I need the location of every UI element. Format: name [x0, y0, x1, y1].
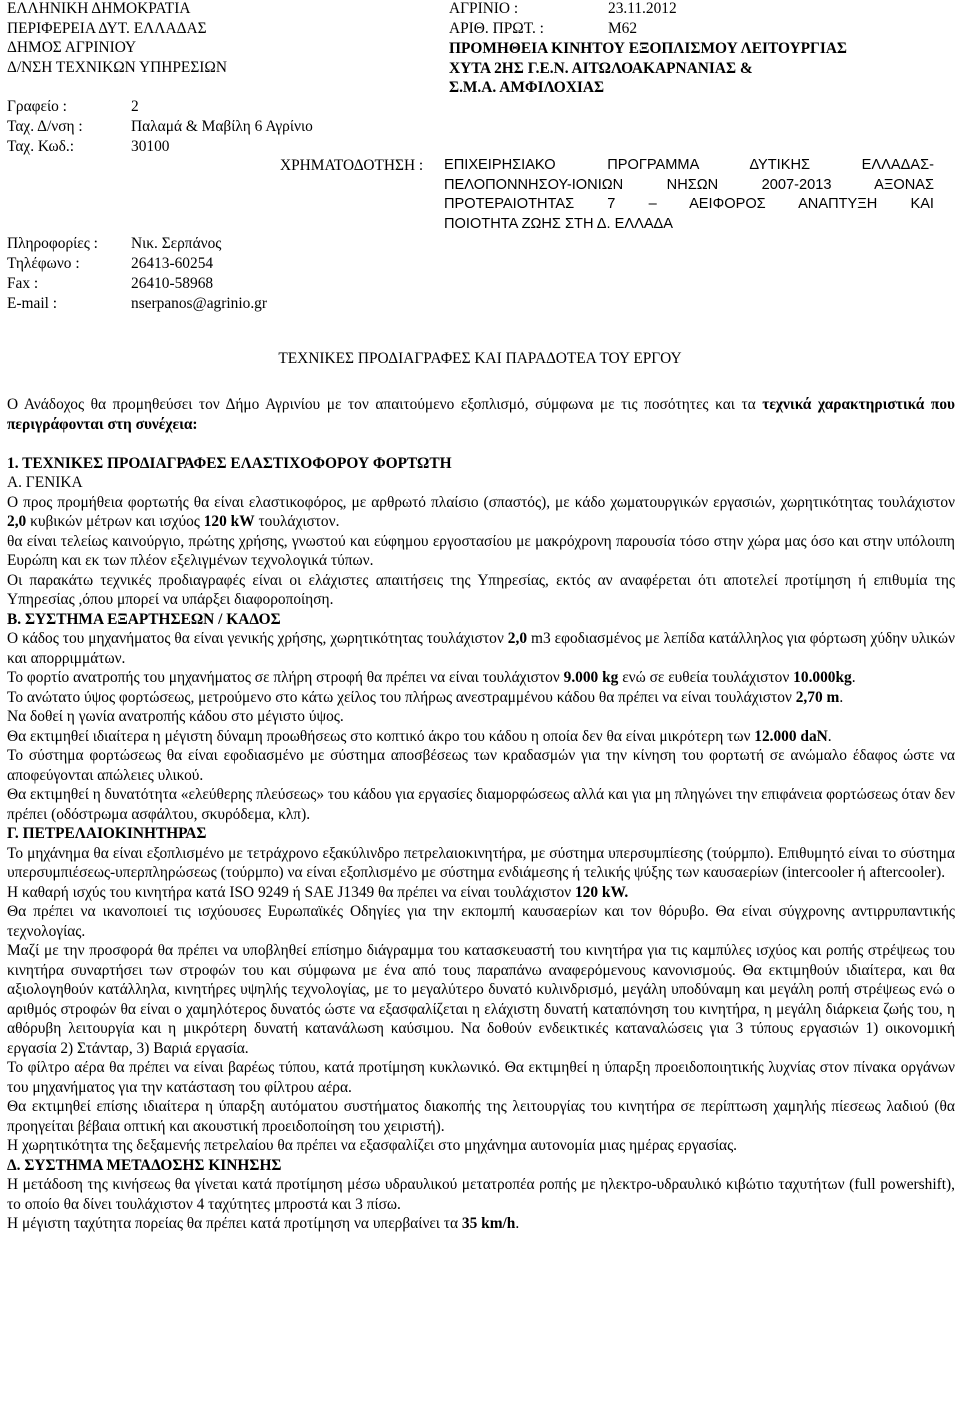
- subsection-c-title: Γ. ΠΕΤΡΕΛΑΙΟΚΙΝΗΤΗΡΑΣ: [7, 825, 207, 842]
- place-label: ΑΓΡΙΝΙΟ :: [449, 0, 519, 17]
- b-p1-text: Ο κάδος του μηχανήματος θα είναι γενικής χρήσης, χωρητικότητας τουλάχιστον: [7, 630, 508, 647]
- info-value: Νικ. Σερπάνος: [131, 235, 222, 252]
- b-p5-text-end: .: [827, 727, 832, 745]
- b-p3-text-end: .: [839, 688, 844, 706]
- date-value: 23.11.2012: [608, 0, 677, 17]
- intro-text: Ο Ανάδοχος θα προμηθεύσει τον Δήμο Αγρινίου με τον απαιτούμενο εξοπλισμό, σύμφωνα με τις ποσότητες και τα: [7, 396, 763, 413]
- address-value: Παλαμά & Μαβίλη 6 Αγρίνιο: [131, 118, 313, 135]
- d-paragraph-2: [7, 1214, 955, 1234]
- subject-block: [449, 39, 847, 98]
- a-p1-text: Ο προς προμήθεια φορτωτής θα είναι ελαστικοφόρος, με αρθρωτό πλαίσιο (σπαστός), με κάδο χωματουργικών εργασιών, χωρητικότητας τουλάχιστον: [7, 493, 955, 511]
- funding-line1: ΕΠΙΧΕΙΡΗΣΙΑΚΟ ΠΡΟΓΡΑΜΜΑ ΔΥΤΙΚΗΣ ΕΛΛΑΔΑΣ-: [444, 157, 934, 173]
- funding-line2: ΠΕΛΟΠΟΝΝΗΣΟΥ-ΙΟΝΙΩΝ ΝΗΣΩΝ 2007-2013 ΑΞΟΝΑΣ: [444, 176, 934, 193]
- funding-line3: ΠΡΟΤΕΡΑΙΟΤΗΤΑΣ 7 – ΑΕΙΦΟΡΟΣ ΑΝΑΠΤΥΞΗ ΚΑΙ: [444, 196, 934, 212]
- c-paragraph-2: [7, 883, 955, 903]
- b-p2-text-mid: ενώ σε ευθεία τουλάχιστον: [618, 669, 794, 686]
- b-p2-straight-load: 10.000kg: [793, 669, 852, 686]
- subsection-d-title: Δ. ΣΥΣΤΗΜΑ ΜΕΤΑΔΟΣΗΣ ΚΙΝΗΣΗΣ: [7, 1156, 282, 1174]
- d-p2-text: Η μέγιστη ταχύτητα πορείας θα πρέπει κατά προτίμηση να υπερβαίνει τα: [7, 1215, 462, 1232]
- b-p5-force: 12.000 daN: [754, 727, 828, 745]
- c-p2-text: Η καθαρή ισχύς του κινητήρα κατά ISO 9249 ή SAE J1349 θα πρέπει να είναι τουλάχιστον: [7, 883, 575, 901]
- subsection-b-title: Β. ΣΥΣΤΗΜΑ ΕΞΑΡΤΗΣΕΩΝ / ΚΑΔΟΣ: [7, 610, 281, 628]
- b-paragraph-6: Το σύστημα φορτώσεως θα είναι εφοδιασμένο με σύστημα αποσβέσεως των κραδασμών για την κίνηση του φορτωτή σε ανώμαλο έδαφος ώστε να αποφεύγονται απώλειες υλικού.: [7, 747, 955, 784]
- fax-value: 26410-58968: [131, 275, 214, 292]
- b-p3-text: Το ανώτατο ύψος φορτώσεως, μετρούμενο στο κάτω χείλος του πλήρως ανεστραμμένου κάδου θα πρέπει να είναι τουλάχιστον: [7, 688, 796, 706]
- b-paragraph-2: [7, 668, 955, 688]
- header-left: [7, 0, 227, 77]
- protocol-label: ΑΡΙΘ. ΠΡΩΤ. :: [449, 20, 544, 37]
- issuer-line4: Δ/ΝΣΗ ΤΕΧΝΙΚΩΝ ΥΠΗΡΕΣΙΩΝ: [7, 58, 227, 76]
- phone-label: Τηλέφωνο :: [7, 255, 80, 272]
- funding-line4: ΠΟΙΟΤΗΤΑ ΖΩΗΣ ΣΤΗ Δ. ΕΛΛΑΔΑ: [444, 215, 674, 232]
- c-paragraph-6: Θα εκτιμηθεί επίσης ιδιαίτερα η ύπαρξη αυτόματου συστήματος διακοπής της λειτουργίας του κινητήρα σε περίπτωση χαμηλής πίεσεως λαδιού (θα προηγείται βέβαια οπτική και ακουστική προειδοποίηση του χειριστή).: [7, 1098, 955, 1135]
- email-row: [7, 294, 267, 314]
- info-row: [7, 234, 221, 254]
- a-p1-capacity: 2,0: [7, 513, 27, 530]
- date-row: [449, 0, 677, 19]
- b-p1-text-end: m3 εφοδιασμένος με λεπίδα κατάλληλος για φόρτωση χύδην υλικών και απορριμμάτων.: [7, 630, 955, 667]
- b-paragraph-1: [7, 629, 955, 668]
- b-paragraph-5: [7, 727, 955, 747]
- b-p5-text: Θα εκτιμηθεί ιδιαίτερα η μέγιστη δύναμη προωθήσεως στο κοπτικό άκρο του κάδου η οποία δεν θα είναι μικρότερη των: [7, 727, 755, 745]
- office-label: Γραφείο :: [7, 98, 67, 115]
- issuer-line1: ΕΛΛΗΝΙΚΗ ΔΗΜΟΚΡΑΤΙΑ: [7, 0, 191, 17]
- fax-label: Fax :: [7, 275, 39, 292]
- email-label: E-mail :: [7, 295, 58, 312]
- zip-value: 30100: [131, 138, 170, 155]
- c-paragraph-1: Το μηχάνημα θα είναι εξοπλισμένο με τετράχρονο εξακύλινδρο πετρελαιοκινητήρα, με σύστημα υπερσυμπίεσης (τούρμπο). Επιθυμητό είναι το σύστημα υπερσυμπιέσεως-υπερπληρώσεως (τούρμπο) να είναι εξοπλισμένο με σύστημα ενδιάμεσης ή τελικής ψύξης των καυσαερίων (intercooler ή aftercooler).: [7, 844, 955, 881]
- funding-block: [444, 156, 934, 234]
- email-value[interactable]: nserpanos@agrinio.gr: [131, 295, 267, 312]
- address-row: [7, 117, 313, 137]
- protocol-row: [449, 19, 637, 39]
- a-p1-text-mid: κυβικών μέτρων και ισχύος: [26, 513, 204, 530]
- protocol-value: Μ62: [608, 20, 638, 37]
- document-body: [7, 395, 955, 1234]
- c-paragraph-7: Η χωρητικότητα της δεξαμενής πετρελαίου θα πρέπει να εξασφαλίζει στο μηχάνημα αυτονομία μιας ημέρας εργασίας.: [7, 1137, 738, 1154]
- a-p1-power: 120 kW: [203, 513, 255, 530]
- subsection-a-title: Α. ΓΕΝΙΚΑ: [7, 474, 83, 491]
- zip-row: [7, 137, 169, 157]
- office-value: 2: [131, 98, 139, 115]
- a-paragraph-2: θα είναι τελείως καινούργιο, πρώτης χρήσης, γνωστού και εύφημου εργοστασίου με μακρόχρονη παρουσία τόσο στην χώρα μας όσο και στην υπόλοιπη Ευρώπη και εκ των πλέον εξελιγμένων τεχνολογικά τύπων.: [7, 532, 955, 569]
- a-p1-text-end: τουλάχιστον.: [254, 513, 340, 530]
- c-paragraph-4: Μαζί με την προσφορά θα πρέπει να υποβληθεί επίσημο διάγραμμα του κατασκευαστή του κινητήρα για τις καμπύλες ισχύος και ροπής στρέψεως του κινητήρα συναρτήσει των στροφών του και σύμφωνα με ένα από τους παραπάνω αναφερόμενους κανονισμούς. Θα εκτιμηθούν ιδιαίτερα, και θα αξιολογηθούν κατάλληλα, κινητήρες υψηλής τεχνολογίας, με το μεγαλύτερο δυνατό κυλινδρισμό, μεγάλη υποδύναμη και μεγάλη ροπή στρέψεως ενώ ο αριθμός στροφών θα είναι ο χαμηλότερος δυνατός ώστε να εξασφαλίζεται η ελάχιστη δυνατή καταπόνηση του κινητήρα, η μεγάλη διάρκεια ζωής του, η αθόρυβη λειτουργία και η μικρότερη δυνατή κατανάλωση καύσιμου. Να δοθούν ενδεικτικές καταναλώσεις για 3 τύπους εργασιών 1) οικονομική εργασία 2) Στάνταρ, 3) Βαριά εργασία.: [7, 942, 955, 1057]
- issuer-line3: ΔΗΜΟΣ ΑΓΡΙΝΙΟΥ: [7, 39, 137, 56]
- fax-row: [7, 274, 213, 294]
- issuer-line2: ΠΕΡΙΦΕΡΕΙΑ ΔΥΤ. ΕΛΛΑΔΑΣ: [7, 19, 207, 37]
- zip-label: Ταχ. Κωδ.:: [7, 138, 74, 155]
- b-paragraph-3: [7, 688, 955, 708]
- phone-row: [7, 254, 213, 274]
- b-paragraph-4: Να δοθεί η γωνία ανατροπής κάδου στο μέγιστο ύψος.: [7, 708, 344, 725]
- d-p2-speed: 35 km/h: [461, 1215, 516, 1232]
- funding-label: ΧΡΗΜΑΤΟΔΟΤΗΣΗ :: [280, 157, 424, 174]
- a-paragraph-3: Οι παρακάτω τεχνικές προδιαγραφές είναι οι ελάχιστες απαιτήσεις της Υπηρεσίας, εκτός αν αναφέρεται ότι αποτελεί προτίμηση ή επιθυμία της Υπηρεσίας ,όπου μπορεί να υπάρξει διαφοροποίηση.: [7, 571, 955, 608]
- c-paragraph-5: Το φίλτρο αέρα θα πρέπει να είναι βαρέως τύπου, κατά προτίμηση κυκλωνικό. Θα εκτιμηθεί η ύπαρξη προειδοποιητικής λυχνίας στον πίνακα οργάνων του μηχανήματος για την κατάσταση του φίλτρου αέρα.: [7, 1059, 955, 1096]
- subject-line1: ΠΡΟΜΗΘΕΙΑ ΚΙΝΗΤΟΥ ΕΞΟΠΛΙΣΜΟΥ ΛΕΙΤΟΥΡΓΙΑΣ: [449, 40, 847, 57]
- info-label: Πληροφορίες :: [7, 235, 98, 252]
- d-paragraph-1: Η μετάδοση της κινήσεως θα γίνεται κατά προτίμηση μέσω υδραυλικού μετατροπέα ροπής με ηλεκτρο-υδραυλικό κιβώτιο ταχυτήτων (full powershift), το οποίο θα δίνει τουλάχιστον 4 ταχύτητες μπροστά και 3 πίσω.: [7, 1176, 955, 1213]
- intro-text-bold: τεχνικά χαρακτηριστικά που περιγράφονται στη συνέχεια:: [7, 396, 955, 433]
- section-1-title: 1. ΤΕΧΝΙΚΕΣ ΠΡΟΔΙΑΓΡΑΦΕΣ ΕΛΑΣΤΙΧΟΦΟΡΟΥ ΦΟΡΤΩΤΗ: [7, 454, 452, 472]
- b-p2-turn-load: 9.000 kg: [563, 669, 619, 686]
- b-paragraph-7: Θα εκτιμηθεί η δυνατότητα «ελεύθερης πλεύσεως» του κάδου για εργασίες διαμορφώσεως αλλά και για μη πληγώνει την επιφάνεια φορτώσεως όταν δεν πρέπει (οδόστρωμα ασφάλτου, σκυρόδεμα, κλπ).: [7, 786, 955, 823]
- d-p2-text-end: .: [515, 1215, 520, 1232]
- b-p2-text: Το φορτίο ανατροπής του μηχανήματος σε πλήρη στροφή θα πρέπει να είναι τουλάχιστον: [7, 669, 564, 686]
- office-row: [7, 97, 139, 117]
- phone-value: 26413-60254: [131, 255, 214, 272]
- subject-line2: ΧΥΤΑ 2ΗΣ Γ.Ε.Ν. ΑΙΤΩΛΟΑΚΑΡΝΑΝΙΑΣ &: [449, 59, 753, 77]
- b-p2-text-end: .: [851, 669, 856, 686]
- c-p2-power: 120 kW.: [574, 883, 629, 901]
- a-paragraph-1: [7, 493, 955, 532]
- intro-paragraph: [7, 395, 955, 434]
- c-paragraph-3: Θα πρέπει να ικανοποιεί τις ισχύουσες Ευρωπαϊκές Οδηγίες για την εκπομπή καυσαερίων και τον θόρυβο. Θα είναι σύγχρονης αντιρρυπαντικής τεχνολογίας.: [7, 903, 955, 940]
- address-label: Ταχ. Δ/νση :: [7, 118, 83, 135]
- b-p3-height: 2,70 m: [795, 688, 840, 706]
- document-title: ΤΕΧΝΙΚΕΣ ΠΡΟΔΙΑΓΡΑΦΕΣ ΚΑΙ ΠΑΡΑΔΟΤΕΑ ΤΟΥ ΕΡΓΟΥ: [278, 350, 682, 367]
- subject-line3: Σ.Μ.Α. ΑΜΦΙΛΟΧΙΑΣ: [449, 79, 605, 96]
- b-p1-capacity: 2,0: [507, 630, 528, 647]
